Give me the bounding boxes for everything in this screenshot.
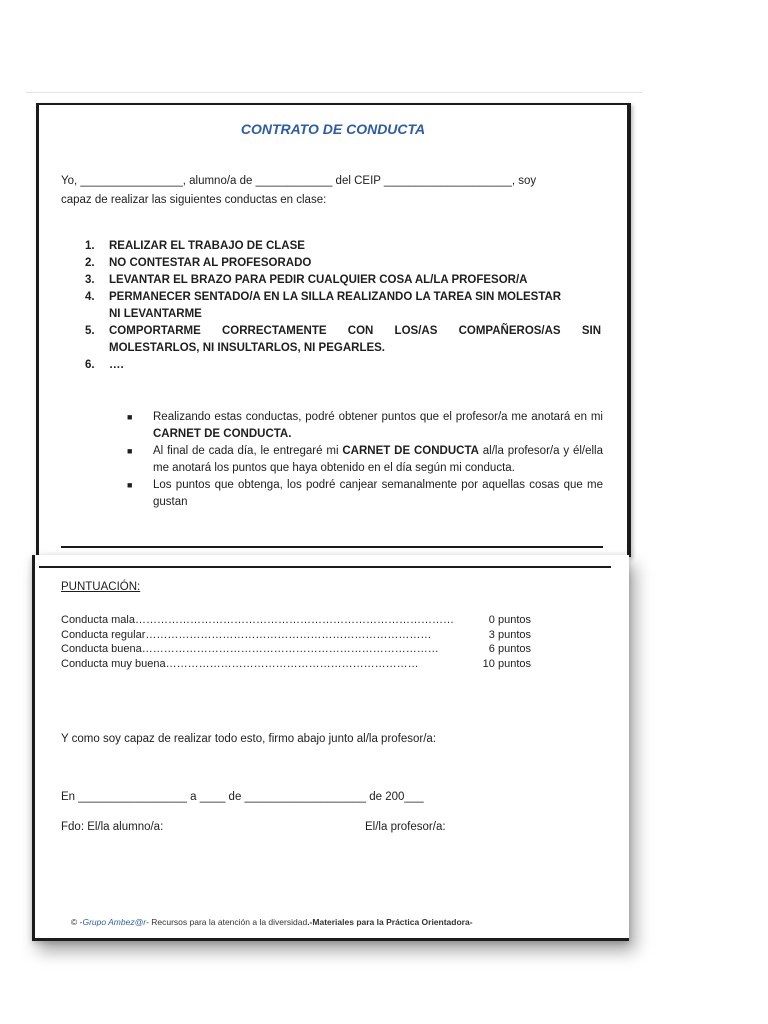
footer-credits: © -Grupo Ambez@r- Recursos para la atención a la diversidad.-Materiales para la Práctica Orientadora- — [71, 917, 473, 927]
bullet-item: ■ Realizando estas conductas, podré obtener puntos que el profesor/a me anotará en mi CARNET DE CONDUCTA. — [127, 409, 603, 443]
teacher-signature-label: El/la profesor/a: — [365, 821, 446, 833]
behavior-item: 3. LEVANTAR EL BRAZO PARA PEDIR CUALQUIER COSA AL/LA PROFESOR/A — [85, 274, 528, 286]
bullet-square-icon: ■ — [127, 446, 133, 456]
bullet-item: ■ Al final de cada día, le entregaré mi CARNET DE CONDUCTA al/la profesor/a y él/ella me anotará los puntos que haya obtenido en el día según mi conducta. — [127, 443, 603, 477]
points-bullets — [127, 409, 603, 511]
contract-title: CONTRATO DE CONDUCTA — [240, 121, 426, 137]
behavior-item: 1. REALIZAR EL TRABAJO DE CLASE — [85, 240, 305, 252]
intro-line-2: capaz de realizar las siguientes conductas en clase: — [61, 194, 327, 206]
score-row: Conducta muy buena…………………………………………………………… 10 puntos — [61, 657, 531, 670]
scoring-title: PUNTUACIÓN: — [61, 581, 141, 593]
intro-paragraph — [61, 172, 601, 210]
bullet-square-icon: ■ — [127, 412, 133, 422]
signature-statement: Y como soy capaz de realizar todo esto, firmo abajo junto al/la profesor/a: — [61, 733, 437, 745]
top-divider — [26, 92, 642, 93]
behavior-list — [85, 238, 601, 374]
behavior-item: 5. COMPORTARME CORRECTAMENTE CON LOS/AS COMPAÑEROS/AS SIN MOLESTARLOS, NI INSULTARLOS, NI PEGARLES. — [85, 325, 601, 354]
behavior-item: 6. …. — [85, 359, 124, 371]
contract-page-upper — [36, 103, 631, 557]
score-row: Conducta buena……………………………………………………………………… 6 puntos — [61, 643, 531, 655]
bullet-square-icon: ■ — [127, 480, 133, 490]
date-line: En _________________ a ____ de ___________________ de 200___ — [61, 791, 424, 803]
lower-page-rule — [39, 566, 611, 568]
intro-line-1: Yo, ________________, alumno/a de ____________ del CEIP ____________________, soy — [61, 175, 537, 187]
contract-page-lower — [32, 555, 629, 941]
upper-page-rule — [61, 546, 603, 548]
scoring-table — [61, 613, 531, 671]
score-row: Conducta regular…………………………………………………………………… 3 puntos — [61, 628, 531, 641]
student-signature-label: Fdo: El/la alumno/a: — [61, 821, 164, 833]
behavior-item: 2. NO CONTESTAR AL PROFESORADO — [85, 257, 312, 269]
behavior-item: 4. PERMANECER SENTADO/A EN LA SILLA REALIZANDO LA TAREA SIN MOLESTAR NI LEVANTARME — [85, 291, 562, 320]
score-row: Conducta mala…………………………………………………………………………… 0 puntos — [61, 614, 531, 626]
bullet-item: ■ Los puntos que obtenga, los podré canjear semanalmente por aquellas cosas que me gustan — [127, 477, 603, 511]
